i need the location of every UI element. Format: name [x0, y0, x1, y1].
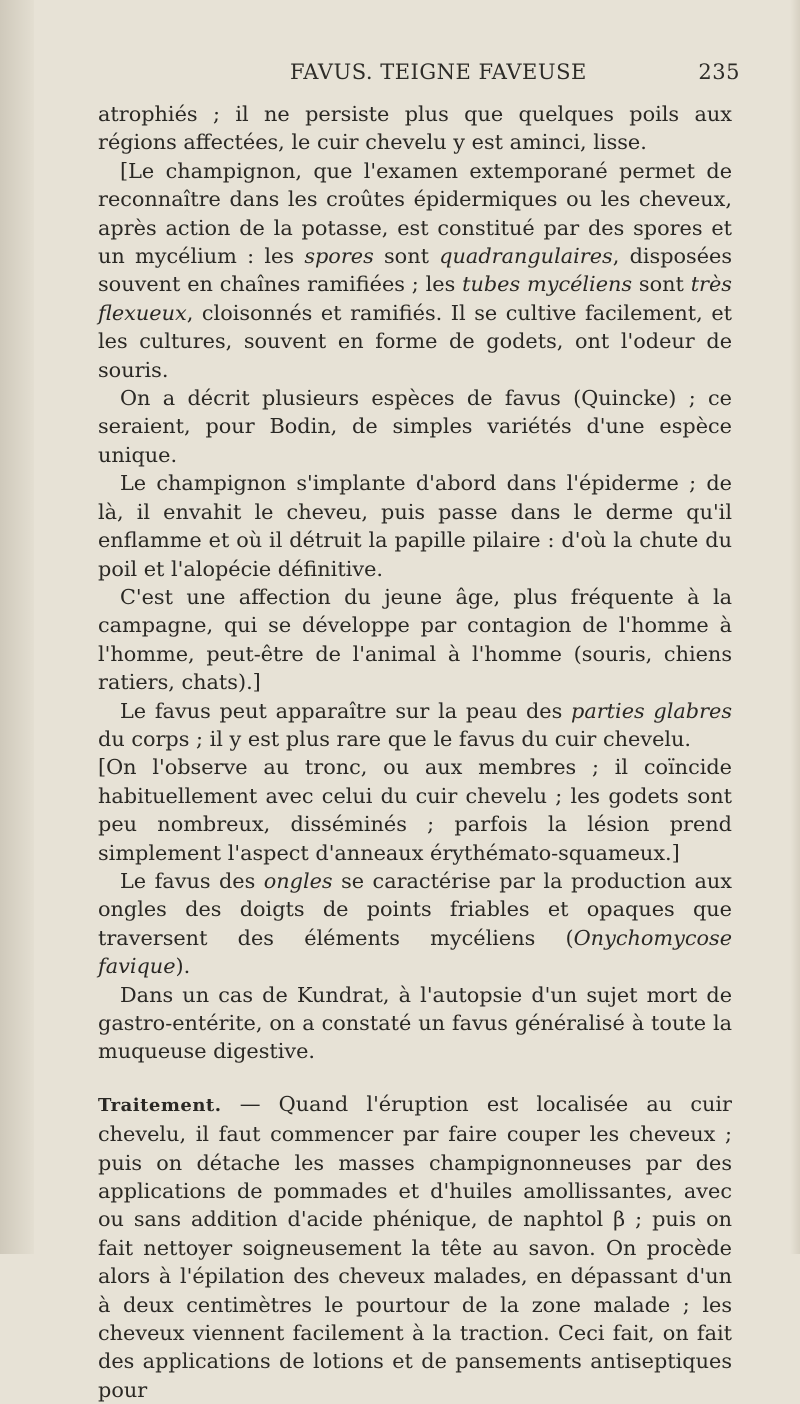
- italic-run: quadrangulaires: [439, 244, 613, 269]
- body-text: [98, 100, 732, 1404]
- text-run: — Quand l'éruption est localisée au cuir chevelu, il faut commencer par faire couper les cheveux ; puis on détache les masses champignonneuses par des applications de pommades et d'huiles amollissantes, avec ou sans addition d'acide phénique, de naphtol β ; puis on fait nettoyer soigneusement la tête au savon. On procède alors à l'épilation des cheveux malades, en dépassant d'un à deux centimètres le pourtour de la zone malade ; les cheveux viennent facilement à la traction. Ceci fait, on fait des applications de lotions et de pansements antiseptiques pour: [98, 1091, 732, 1402]
- page-gutter-shadow: [0, 0, 34, 1254]
- italic-run: parties glabres: [571, 698, 732, 723]
- italic-run: très flexueux: [98, 272, 732, 325]
- text-run: , cloisonnés et ramifiés. Il se cultive facilement, et les cultures, souvent en forme de godets, ont l'odeur de souris.: [98, 300, 732, 382]
- paragraph: Le champignon s'implante d'abord dans l'épiderme ; de là, il envahit le cheveu, puis passe dans le derme qu'il enflamme et où il détruit la papille pilaire : d'où la chute du poil et l'alopécie définitive.: [98, 471, 732, 581]
- section-paragraph: [98, 1090, 732, 1404]
- paragraph: atrophiés ; il ne persiste plus que quelques poils aux régions affectées, le cuir chevelu y est aminci, lisse.: [98, 102, 732, 155]
- text-run: ).: [175, 954, 191, 979]
- text-run: Le favus peut apparaître sur la peau des: [120, 698, 572, 723]
- paragraph: [98, 157, 732, 384]
- text-run: , disposées souvent en chaînes ramifiées ; les: [98, 244, 733, 297]
- paragraph: [98, 867, 732, 981]
- running-head: FAVUS. TEIGNE FAVEUSE: [290, 60, 587, 84]
- italic-run: Onychomycose favique: [98, 925, 732, 979]
- italic-run: spores: [304, 244, 374, 269]
- section-heading: Traitement.: [98, 1094, 222, 1116]
- page-number: 235: [698, 60, 740, 84]
- text-run: du corps ; il y est plus rare que le favus du cuir chevelu.: [98, 726, 692, 751]
- text-run: se caractérise par la production aux ongles des doigts de points friables et opaques que traversent des éléments mycéliens (: [98, 868, 732, 950]
- page-edge-shadow: [790, 0, 800, 1254]
- paragraph: [On l'observe au tronc, ou aux membres ; il coïncide habituellement avec celui du cuir chevelu ; les godets sont peu nombreux, disséminés ; parfois la lésion prend simplement l'aspect d'anneaux érythémato-squameux.]: [98, 755, 732, 865]
- italic-run: ongles: [263, 868, 333, 893]
- paragraph: C'est une affection du jeune âge, plus fréquente à la campagne, qui se développe par contagion de l'homme à l'homme, peut-être de l'animal à l'homme (souris, chiens ratiers, chats).]: [98, 584, 732, 695]
- paragraph: Dans un cas de Kundrat, à l'autopsie d'un sujet mort de gastro-entérite, on a constaté un favus généralisé à toute la muqueuse digestive.: [98, 982, 732, 1064]
- paragraph: [98, 697, 732, 754]
- text-run: [Le champignon, que l'examen extemporané permet de reconnaître dans les croûtes épidermiques ou les cheveux, après action de la potasse, est constitué par des spores et un mycélium : les: [98, 158, 732, 269]
- text-run: Le favus des: [120, 868, 264, 893]
- italic-run: tubes mycéliens: [462, 272, 633, 297]
- text-run: sont: [373, 244, 440, 269]
- paragraph: On a décrit plusieurs espèces de favus (Quincke) ; ce seraient, pour Bodin, de simples variétés d'une espèce unique.: [98, 386, 732, 467]
- text-run: sont: [632, 272, 691, 297]
